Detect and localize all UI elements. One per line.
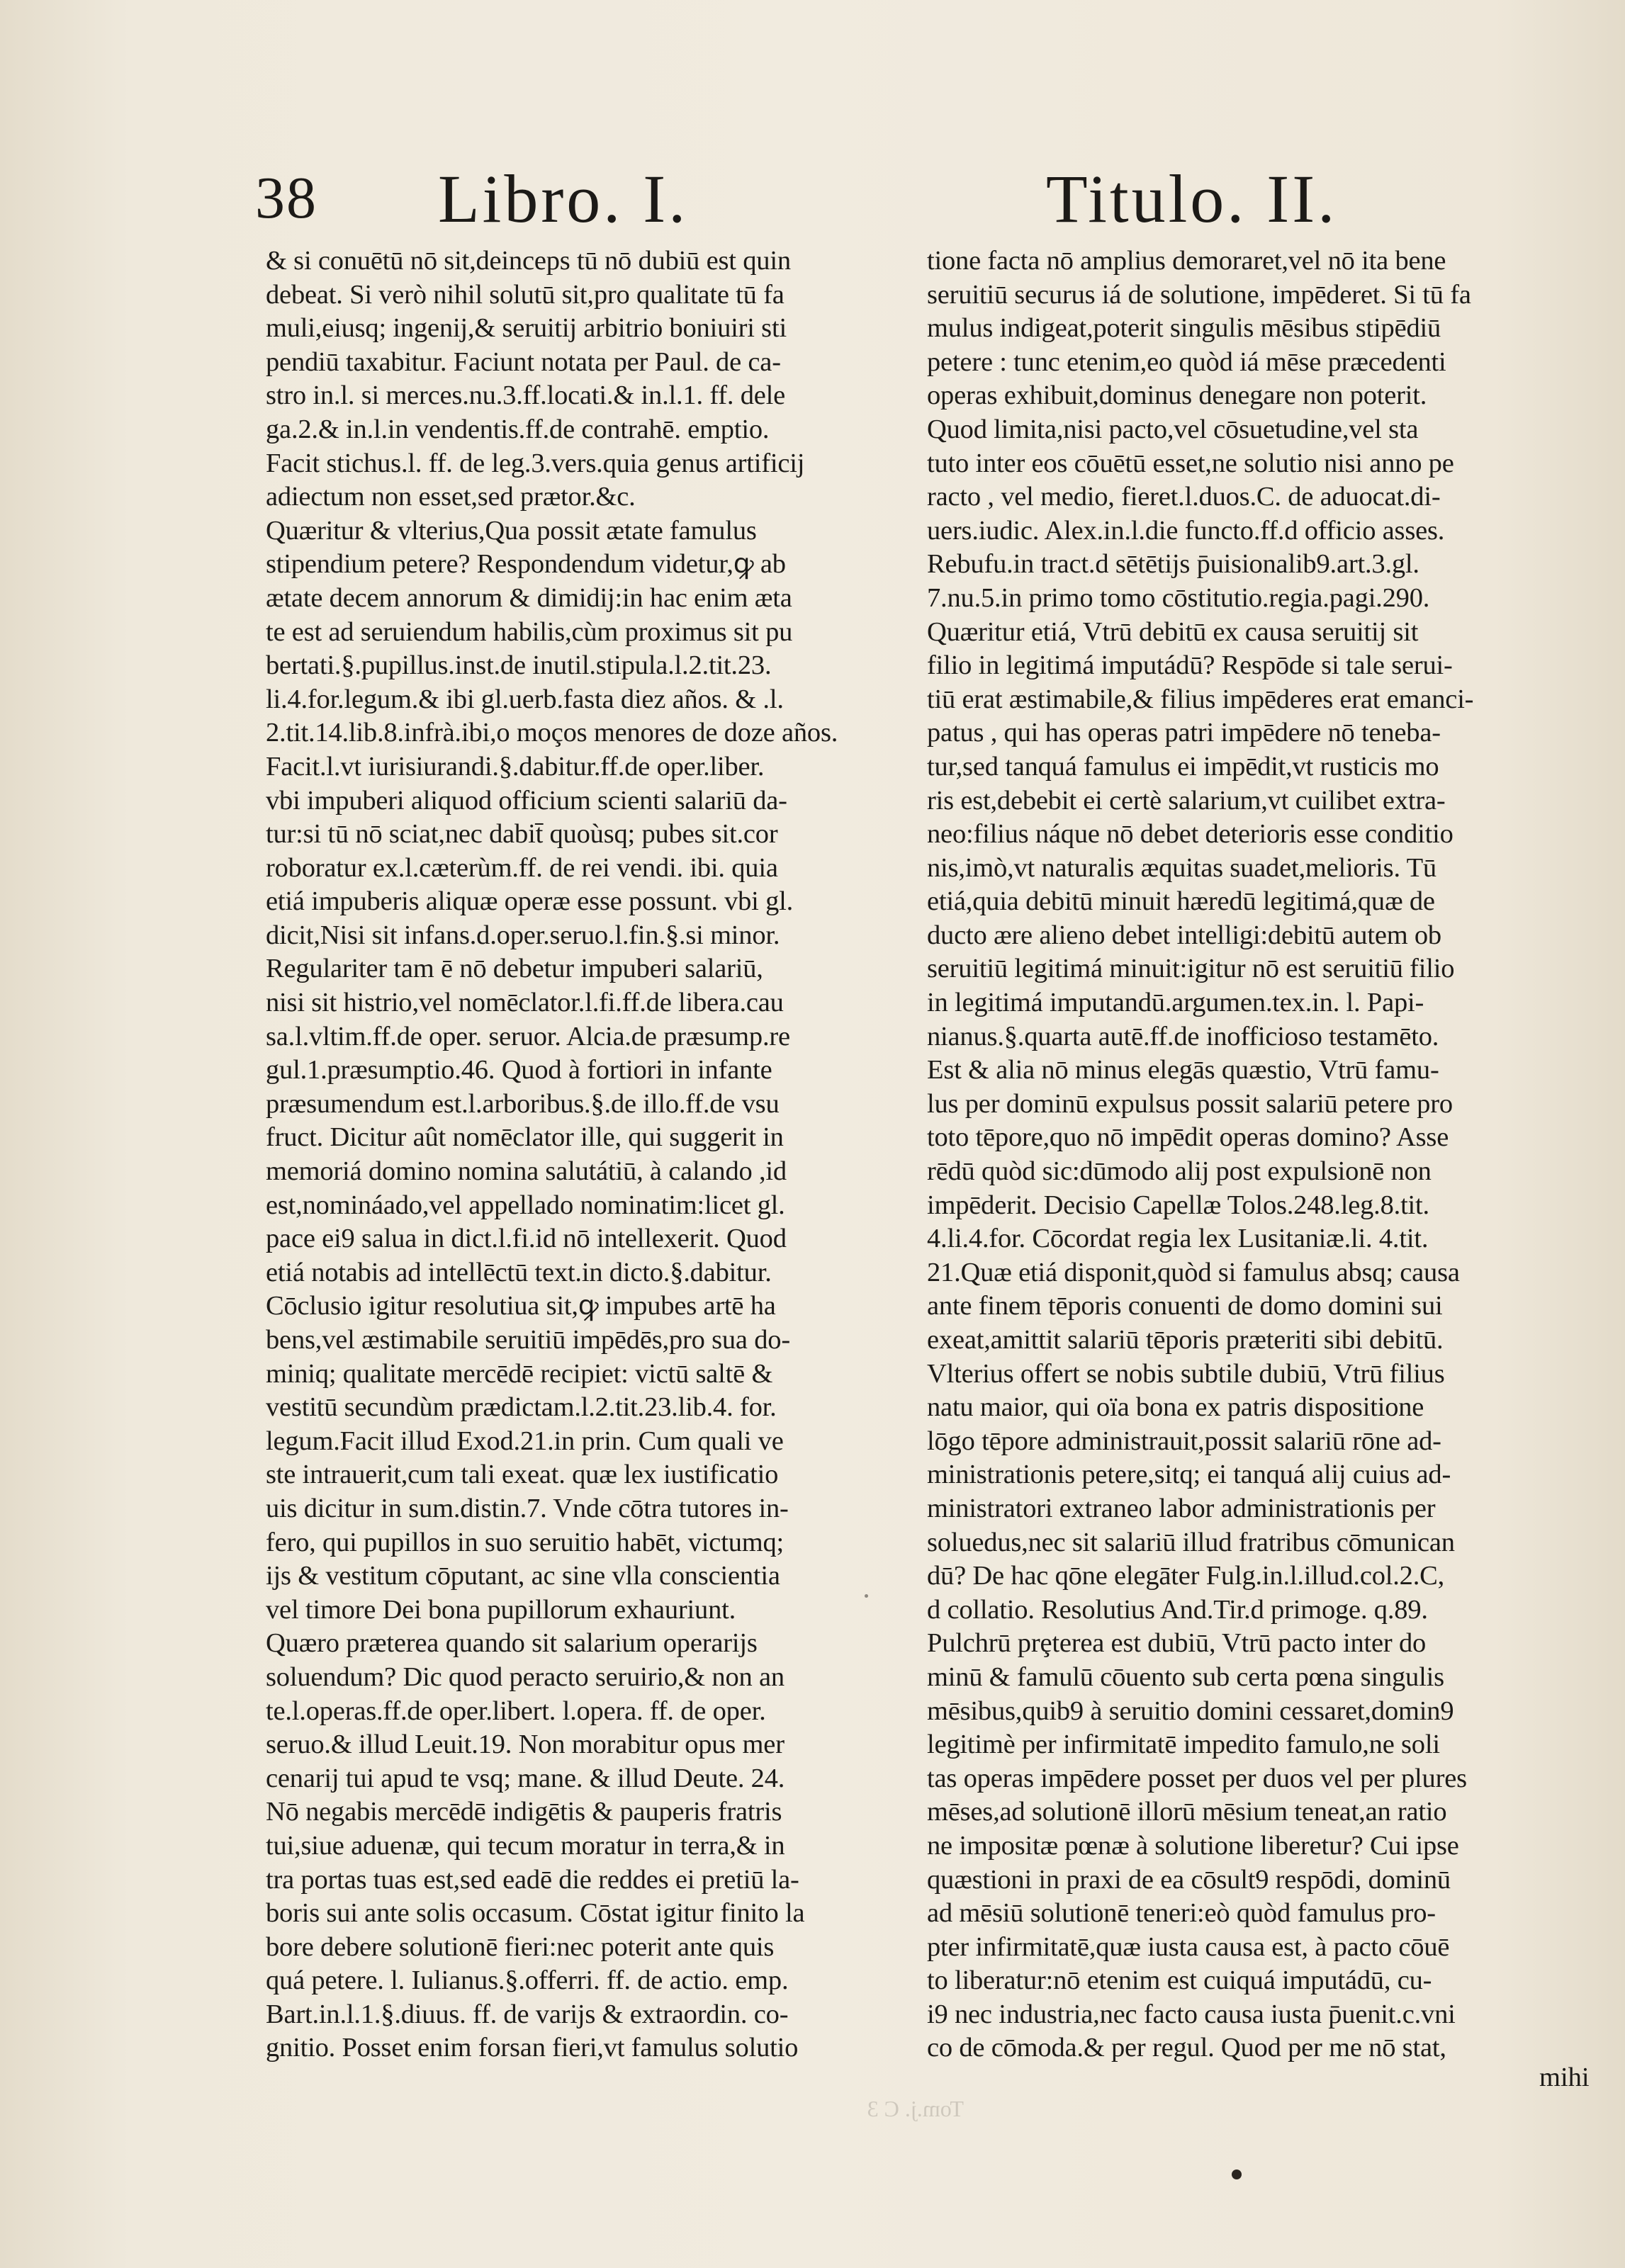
left_column-line: ætate decem annorum & dimidij:in hac enim æta — [266, 582, 792, 613]
left_column-line: bore debere solutionē fieri:nec poterit ante quis — [266, 1931, 775, 1962]
right_column-line: in legitimá imputandū.argumen.tex.in. l. Papi- — [927, 988, 1424, 1018]
left_column-line: boris sui ante solis occasum. Cōstat igitur finito la — [266, 1898, 805, 1929]
ink-spot — [865, 1594, 868, 1598]
left_column-line: pace ei9 salua in dict.l.fi.id nō intellexerit. Quod — [266, 1224, 787, 1254]
right_column-line: operas exhibuit,dominus denegare non poterit. — [927, 380, 1427, 411]
right_column-line: ministratori extraneo labor administrationis per — [927, 1493, 1436, 1523]
right_column-line: uers.iudic. Alex.in.l.die functo.ff.d officio asses. — [927, 515, 1445, 546]
right_column-line: etiá,quia debitū minuit hæredū legitimá,quæ de — [927, 886, 1435, 917]
right_column-line: seruitiū securus iá de solutione, impēderet. Si tū fa — [927, 279, 1471, 310]
right_column-line: ne impositæ pœnæ à solutione liberetur? Cui ipse — [927, 1830, 1459, 1861]
left_column-line: etiá impuberis aliquæ operæ esse possunt. vbi gl. — [266, 886, 794, 917]
left_column-line: muli,eiusq; ingenij,& seruitij arbitrio boniuiri sti — [266, 313, 787, 344]
right_column-line: tas operas impēdere posset per duos vel per plures — [927, 1763, 1467, 1793]
left_column-line: fero, qui pupillos in suo seruitio habēt, victumq; — [266, 1527, 785, 1557]
right_column-line: tiū erat æstimabile,& filius impēderes erat emanci- — [927, 684, 1474, 714]
right_column-line: tur,sed tanquá famulus ei impēdit,vt rusticis mo — [927, 751, 1439, 782]
right_column-line: Vlterius offert se nobis subtile dubiū, Vtrū filius — [927, 1358, 1445, 1389]
right_column-line: to liberatur:nō etenim est cuiquá imputádū, cu- — [927, 1965, 1432, 1996]
left_column-line: Quæro præterea quando sit salarium operarijs — [266, 1628, 758, 1659]
right_column-line: Quæritur etiá, Vtrū debitū ex causa seruitij sit — [927, 616, 1419, 647]
right_column-line: quæstioni in praxi de ea cōsult9 respōdi, dominū — [927, 1864, 1451, 1895]
left_column-line: vbi impuberi aliquod officium scienti salariū da- — [266, 785, 787, 816]
left-text-column — [266, 244, 904, 2065]
right_column-line: nis,imò,vt naturalis æquitas suadet,melioris. Tū — [927, 852, 1436, 883]
right_column-line: natu maior, qui oïa bona ex patris dispositione — [927, 1392, 1424, 1423]
left_column-line: Cōclusio igitur resolutiua sit,ꝙ impubes artē ha — [266, 1291, 776, 1321]
left_column-line: vestitū secundùm prædictam.l.2.tit.23.lib.4. for. — [266, 1392, 777, 1423]
right_column-line: tuto inter eos cōuētū esset,ne solutio nisi anno pe — [927, 448, 1454, 478]
left_column-line: vel timore Dei bona pupillorum exhauriunt. — [266, 1594, 736, 1625]
left_column-line: tur:si tū nō sciat,nec dabit̄ quoùsq; pubes sit.cor — [266, 819, 778, 850]
left_column-line: te.l.operas.ff.de oper.libert. l.opera. ff. de oper. — [266, 1696, 766, 1726]
right_column-line: i9 nec industria,nec facto causa iusta p̄uenit.c.vni — [927, 1999, 1456, 2029]
left_column-line: Regulariter tam ē nō debetur impuberi salariū, — [266, 954, 763, 984]
left_column-line: sa.l.vltim.ff.de oper. seruor. Alcia.de præsump.re — [266, 1021, 790, 1051]
left_column-line: seruo.& illud Leuit.19. Non morabitur opus mer — [266, 1730, 785, 1760]
right_column-line: rēdū quòd sic:dūmodo alij post expulsionē non — [927, 1156, 1432, 1187]
catchword: mihi — [1539, 2063, 1590, 2092]
left_column-line: ste intrauerit,cum tali exeat. quæ lex iustificatio — [266, 1460, 779, 1490]
left_column-line: dicit,Nisi sit infans.d.oper.seruo.l.fin.§.si minor. — [266, 920, 780, 950]
running-head — [255, 159, 1389, 237]
right_column-line: nianus.§.quarta autē.ff.de inofficioso testamēto. — [927, 1021, 1439, 1051]
right_column-line: 21.Quæ etiá disponit,quòd si famulus absq; causa — [927, 1257, 1460, 1287]
left_column-line: ga.2.& in.l.in vendentis.ff.de contrahē. emptio. — [266, 414, 770, 444]
left_column-line: roboratur ex.l.cæterùm.ff. de rei vendi. ibi. quia — [266, 852, 778, 883]
left_column-line: memoriá domino nomina salutátiū, à calando ,id — [266, 1156, 787, 1187]
left_column-line: li.4.for.legum.& ibi gl.uerb.fasta diez años. & .l. — [266, 684, 784, 714]
left_column-line: uis dicitur in sum.distin.7. Vnde cōtra tutores in- — [266, 1493, 789, 1523]
running-title-left: Libro. I. — [438, 161, 689, 237]
bleed-through-text: Tom.j. C 3 — [867, 2096, 964, 2121]
left_column-line: gul.1.præsumptio.46. Quod à fortiori in infante — [266, 1055, 772, 1085]
left_column-line: soluendum? Dic quod peracto seruirio,& non an — [266, 1661, 785, 1692]
right_column-line: co de cōmoda.& per regul. Quod per me nō stat, — [927, 2033, 1446, 2063]
right_column-line: lus per dominū expulsus possit salariū petere pro — [927, 1088, 1453, 1119]
left_column-line: debeat. Si verò nihil solutū sit,pro qualitate tū fa — [266, 279, 785, 310]
right_column-line: filio in legitimá imputádū? Respōde si tale serui- — [927, 650, 1453, 681]
left_column-line: tui,siue aduenæ, qui tecum moratur in terra,& in — [266, 1830, 785, 1861]
right_column-line: d collatio. Resolutius And.Tir.d primoge. q.89. — [927, 1594, 1428, 1625]
page-number: 38 — [255, 165, 317, 231]
right_column-line: Rebufu.in tract.d sētētijs p̄uisionalib9.art.3.gl. — [927, 549, 1419, 580]
right_column-line: legitimè per infirmitatē impedito famulo,ne soli — [927, 1730, 1440, 1760]
right_column-line: petere : tunc etenim,eo quòd iá mēse præcedenti — [927, 346, 1446, 377]
left_column-line: Quæritur & vlterius,Qua possit ætate famulus — [266, 515, 757, 546]
right_column-line: toto tēpore,quo nō impēdit operas domino? Asse — [927, 1122, 1449, 1153]
right_column-line: lōgo tēpore administrauit,possit salariū rōne ad- — [927, 1426, 1441, 1456]
right_column-line: tione facta nō amplius demoraret,vel nō ita bene — [927, 246, 1446, 276]
left_column-line: præsumendum est.l.arboribus.§.de illo.ff.de vsu — [266, 1088, 780, 1119]
left_column-line: ijs & vestitum cōputant, ac sine vlla conscientia — [266, 1561, 780, 1591]
left_column-line: Bart.in.l.1.§.diuus. ff. de varijs & extraordin. co- — [266, 1999, 789, 2029]
left_column-line: pendiū taxabitur. Faciunt notata per Paul. de ca- — [266, 346, 781, 377]
left_column-line: quá petere. l. Iulianus.§.offerri. ff. de actio. emp. — [266, 1965, 789, 1996]
left_column-line: stipendium petere? Respondendum videtur,ꝙ ab — [266, 549, 786, 580]
right_column-line: Quod limita,nisi pacto,vel cōsuetudine,vel sta — [927, 414, 1419, 444]
left_column-line: tra portas tuas est,sed eadē die reddes ei pretiū la- — [266, 1864, 799, 1895]
right_column-line: exeat,amittit salariū tēporis præteriti sibi debitū. — [927, 1325, 1444, 1355]
left_column-line: 2.tit.14.lib.8.infrà.ibi,o moços menores de doze años. — [266, 718, 838, 748]
left_column-line: gnitio. Posset enim forsan fieri,vt famulus solutio — [266, 2033, 799, 2063]
right_column-line: seruitiū legitimá minuit:igitur nō est seruitiū filio — [927, 954, 1455, 984]
left_column-line: nisi sit histrio,vel nomēclator.l.fi.ff.de libera.cau — [266, 988, 784, 1018]
left_column-line: miniq; qualitate mercēdē recipiet: victū saltē & — [266, 1358, 773, 1389]
right_column-line: 7.nu.5.in primo tomo cōstitutio.regia.pagi.290. — [927, 582, 1430, 613]
right_column-line: Est & alia nō minus elegās quæstio, Vtrū famu- — [927, 1055, 1439, 1085]
right_column-line: racto , vel medio, fieret.l.duos.C. de aduocat.di- — [927, 482, 1441, 512]
right_column-line: ante finem tēporis conuenti de domo domini sui — [927, 1291, 1443, 1321]
right_column-line: pter infirmitatē,quæ iusta causa est, à pacto cōuē — [927, 1931, 1450, 1962]
left_column-line: cenarij tui apud te vsq; mane. & illud Deute. 24. — [266, 1763, 785, 1793]
right-text-column — [927, 244, 1565, 2065]
left_column-line: Facit.l.vt iurisiurandi.§.dabitur.ff.de oper.liber. — [266, 751, 765, 782]
right_column-line: Pulchrū prȩterea est dubiū, Vtrū pacto inter do — [927, 1628, 1427, 1659]
left_column-line: fruct. Dicitur aût nomēclator ille, qui suggerit in — [266, 1122, 784, 1153]
right_column-line: ducto ære alieno debet intelligi:debitū autem ob — [927, 920, 1441, 950]
right_column-line: ad mēsiū solutionē teneri:eò quòd famulus pro- — [927, 1898, 1436, 1929]
right_column-line: soluedus,nec sit salariū illud fratribus cōmunican — [927, 1527, 1455, 1557]
left_column-line: bertati.§.pupillus.inst.de inutil.stipula.l.2.tit.23. — [266, 650, 772, 681]
left_column-line: est,nomináado,vel appellado nominatim:licet gl. — [266, 1190, 785, 1220]
right_column-line: impēderit. Decisio Capellæ Tolos.248.leg.8.tit. — [927, 1190, 1429, 1220]
left_column-line: adiectum non esset,sed prætor.&c. — [266, 482, 636, 512]
right_column-line: dū? De hac qōne elegāter Fulg.in.l.illud.col.2.C, — [927, 1561, 1445, 1591]
left_column-line: legum.Facit illud Exod.21.in prin. Cum quali ve — [266, 1426, 784, 1456]
right_column-line: ris est,debebit ei certè salarium,vt cuilibet extra- — [927, 785, 1446, 816]
left_column-line: Nō negabis mercēdē indigētis & pauperis fratris — [266, 1797, 782, 1827]
left_column-line: te est ad seruiendum habilis,cùm proximus sit pu — [266, 616, 793, 647]
left_column-line: stro in.l. si merces.nu.3.ff.locati.& in.l.1. ff. dele — [266, 380, 786, 411]
right_column-line: minū & famulū cōuento sub certa pœna singulis — [927, 1661, 1444, 1692]
right_column-line: 4.li.4.for. Cōcordat regia lex Lusitaniæ.li. 4.tit. — [927, 1224, 1429, 1254]
right_column-line: mēsibus,quib9 à seruitio domini cessaret,domin9 — [927, 1696, 1454, 1726]
right_column-line: mulus indigeat,poterit singulis mēsibus stipēdiū — [927, 313, 1441, 344]
left_column-line: bens,vel æstimabile seruitiū impēdēs,pro sua do- — [266, 1325, 790, 1355]
right_column-line: ministrationis petere,sitq; ei tanquá alij cuius ad- — [927, 1460, 1451, 1490]
ink-spot — [1232, 2170, 1242, 2179]
left_column-line: Facit stichus.l. ff. de leg.3.vers.quia genus artificij — [266, 448, 805, 478]
right_column-line: mēses,ad solutionē illorū mēsium teneat,an ratio — [927, 1797, 1447, 1827]
right_column-line: patus , qui has operas patri impēdere nō teneba- — [927, 718, 1441, 748]
left_column-line: & si conuētū nō sit,deinceps tū nō dubiū est quin — [266, 246, 791, 276]
running-title-right: Titulo. II. — [1046, 161, 1338, 237]
left_column-line: etiá notabis ad intellēctū text.in dicto.§.dabitur. — [266, 1257, 772, 1287]
right_column-line: neo:filius náque nō debet deterioris esse conditio — [927, 819, 1453, 850]
